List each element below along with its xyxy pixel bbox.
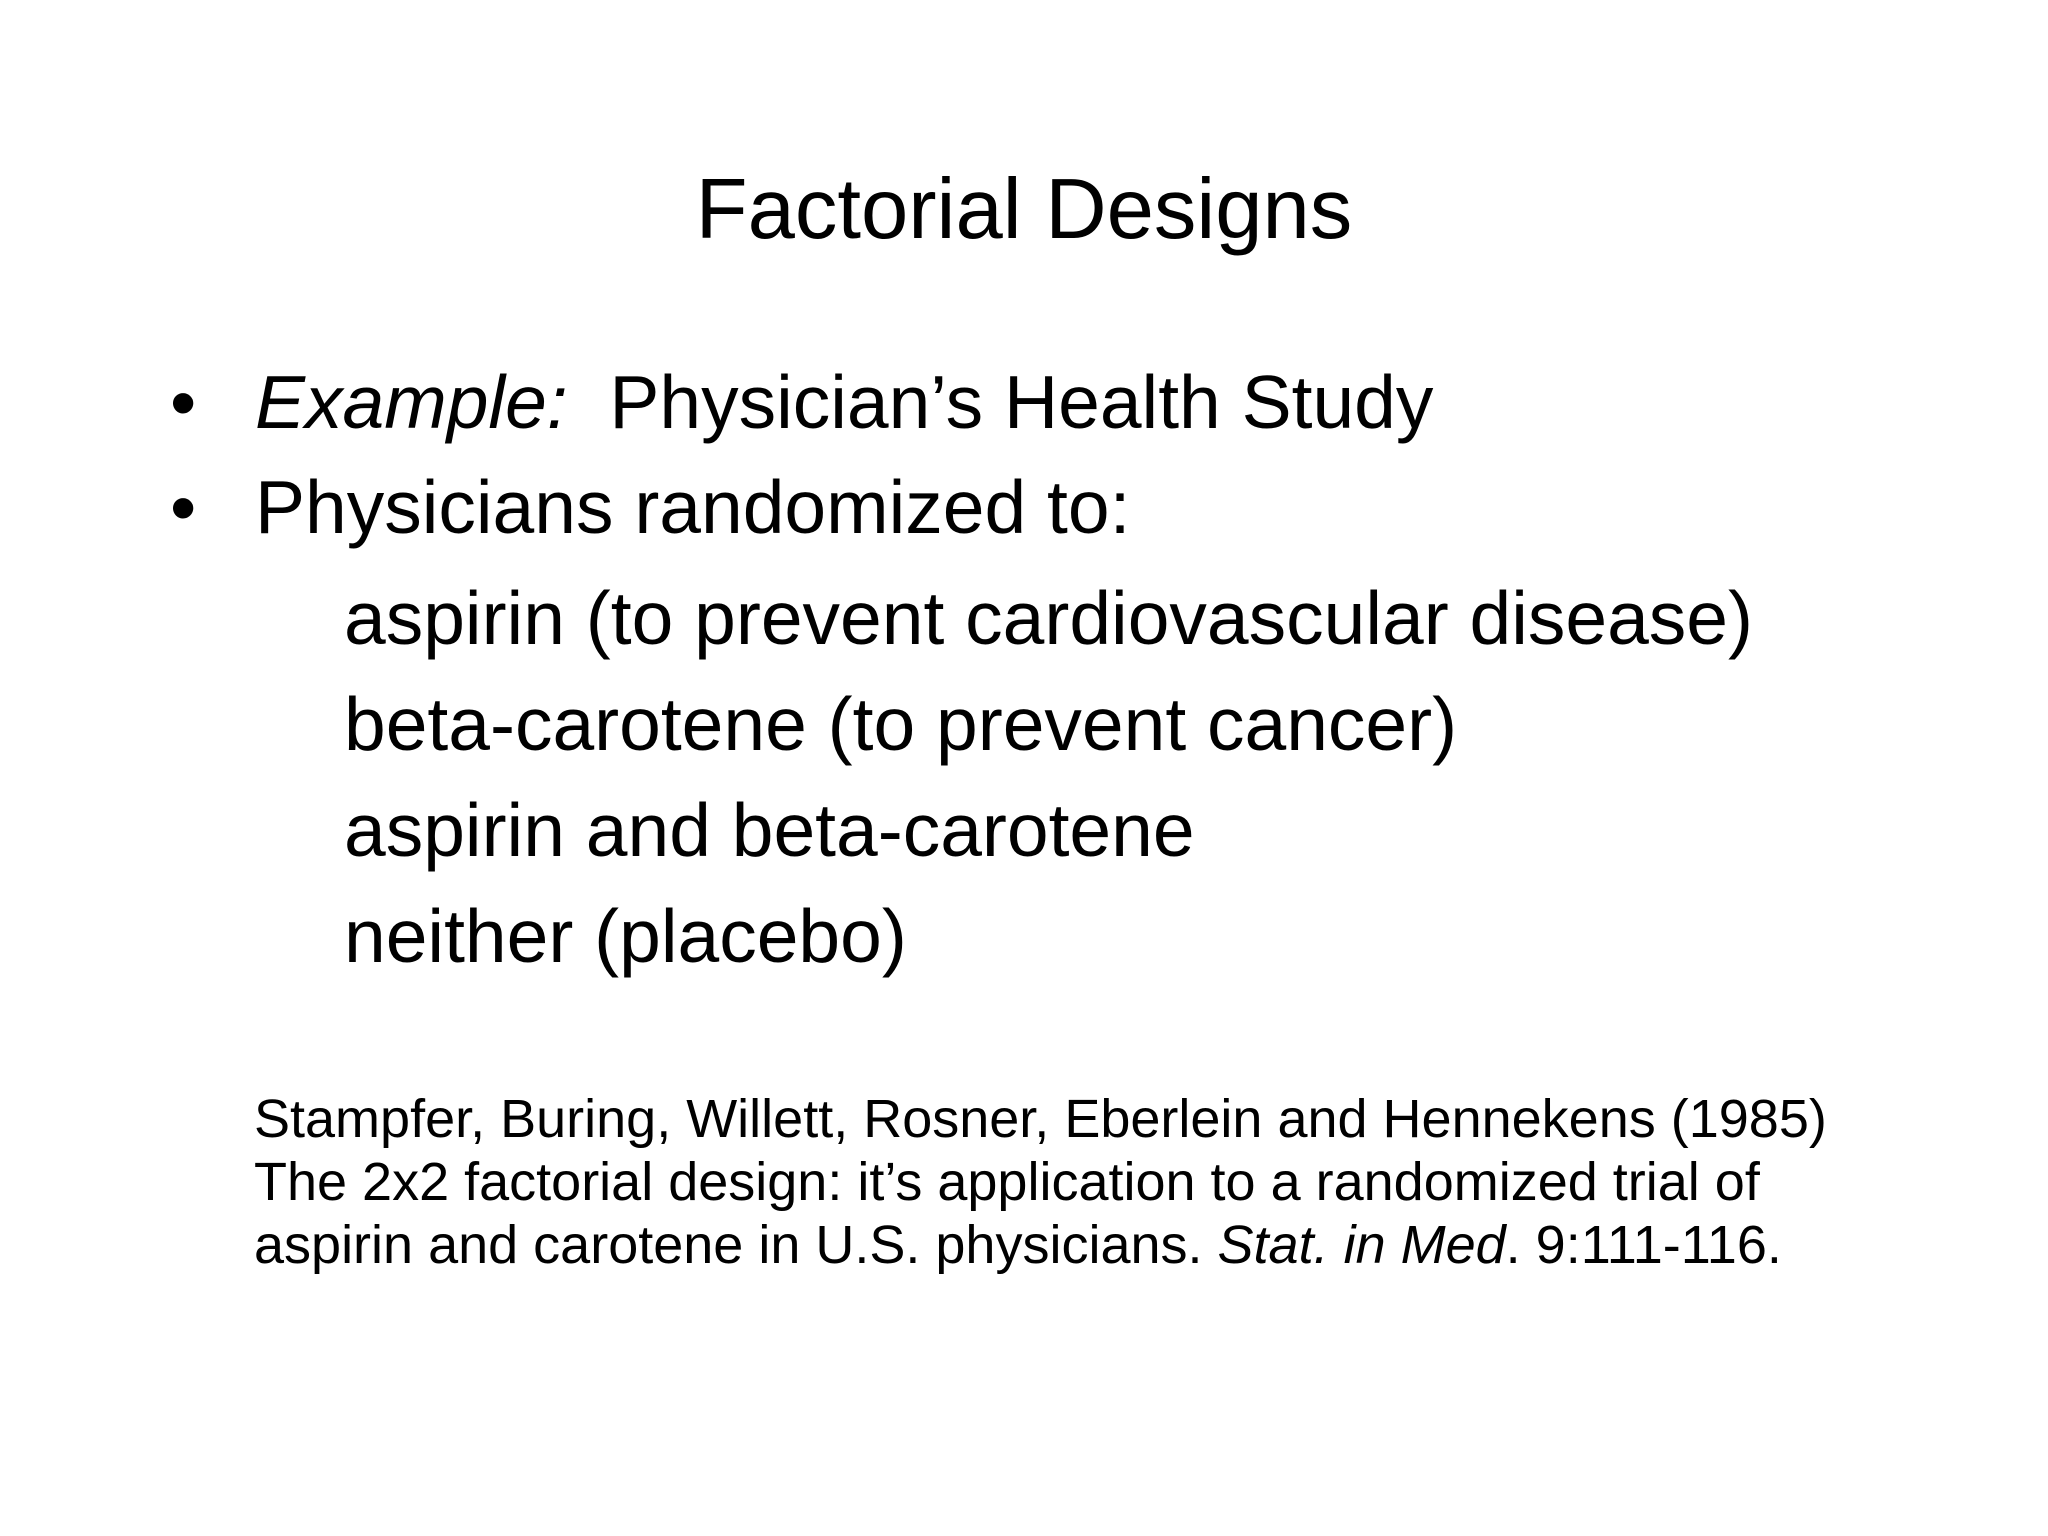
citation-journal: Stat. in Med (1217, 1215, 1506, 1275)
example-text: Physician’s Health Study (609, 360, 1434, 444)
treatment-arm-list (344, 565, 1753, 989)
example-label: Example: (255, 360, 568, 444)
treatment-arm-beta-carotene: beta-carotene (to prevent cancer) (344, 682, 1458, 766)
bullet-list (170, 350, 1433, 560)
bullet-dot: • (170, 465, 197, 549)
citation (254, 1088, 1894, 1277)
bullet-example (170, 350, 1433, 455)
bullet-dot: • (170, 360, 197, 444)
treatment-arm-aspirin: aspirin (to prevent cardiovascular disease) (344, 576, 1753, 660)
citation-text: Stampfer, Buring, Willett, Rosner, Eberlein and Hennekens (1985) The 2x2 factorial design: it’s application to a randomized trial of aspirin and carotene in U.S. physicians. (254, 1089, 1827, 1275)
treatment-arm-placebo: neither (placebo) (344, 894, 907, 978)
bullet-randomized (170, 455, 1433, 560)
citation-pages: . 9:111-116. (1505, 1215, 1782, 1275)
treatment-arm-both: aspirin and beta-carotene (344, 788, 1195, 872)
slide-title: Factorial Designs (695, 162, 1353, 257)
randomized-text: Physicians randomized to: (255, 465, 1131, 549)
